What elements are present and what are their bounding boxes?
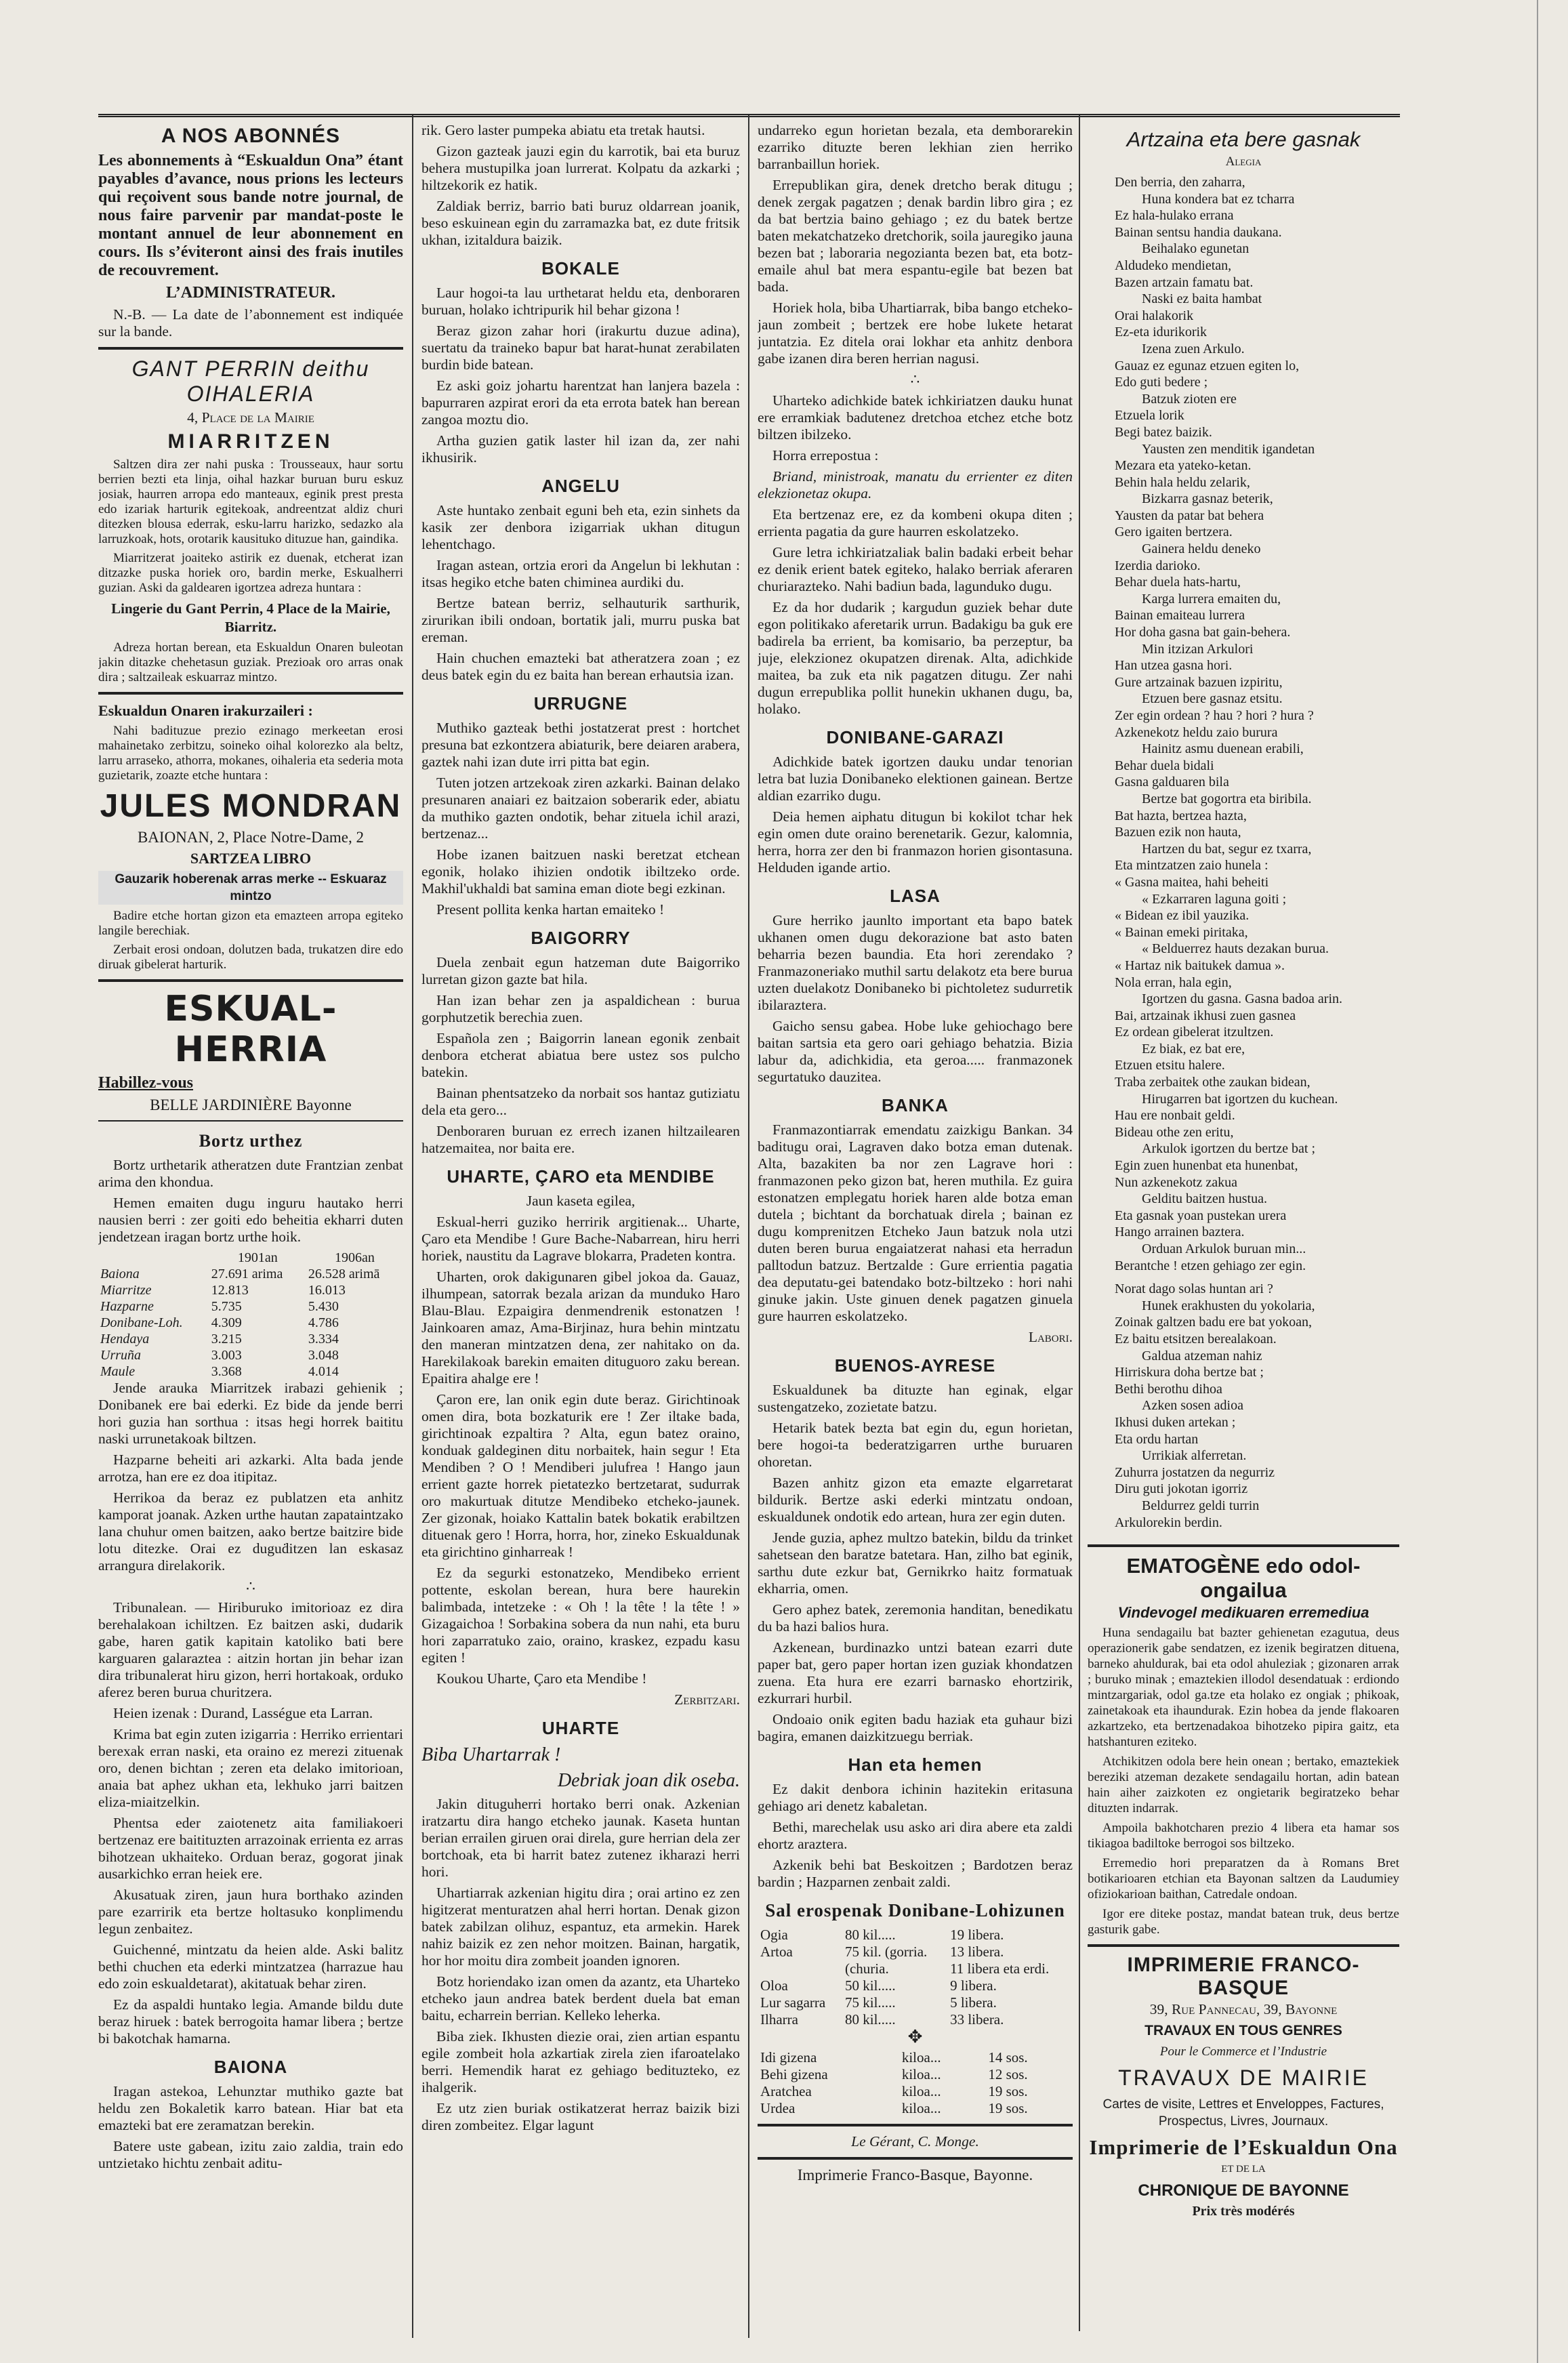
poem-line: Hango arrainen baztera.: [1115, 1225, 1245, 1240]
poem-line: Gainera heldu deneko: [1142, 541, 1261, 557]
poem-line: Begi batez baizik.: [1115, 424, 1212, 440]
uharte-caro-sub: Jaun kaseta egilea,: [526, 1193, 636, 1209]
trib-text-2: Heien izenak : Durand, Lasségue eta Larran.: [113, 1705, 373, 1721]
gant-perrin-title: GANT PERRIN deithu OIHALERIA: [131, 356, 370, 406]
ematogene-subtitle: Vindevogel medikuaren erremediua: [1117, 1604, 1369, 1622]
header-1901: 1901an: [237, 1250, 278, 1265]
divider: [758, 2157, 1073, 2160]
angelu-text-1: Aste huntako zenbait eguni beh eta, ezin sinhets da kasik zer denbora izigarriak ukhan ditugun lehentchago.: [421, 502, 740, 552]
poem-line: Bertze bat gogortra eta biribila.: [1142, 791, 1312, 806]
table-row: Aratchea kiloa... 19 sos.: [760, 2083, 1028, 2099]
poem-line: Naski ez baita hambat: [1142, 291, 1262, 307]
urrugne-text-3: Hobe izanen baitzuen naski beretzat etchean egonik, holako ihizien ondotik ibiltzeko orde. Makhil'ukhaldi bat samina eman diote begi ezkinan.: [421, 846, 740, 897]
buenos-text-5: Gero aphez batek, zeremonia handitan, benedikatu du ba hazi balios hura.: [758, 1601, 1073, 1635]
uharte-biba: Biba Uhartarrak !: [421, 1744, 561, 1765]
uharte-caro-text-2: Uharten, orok dakigunaren gibel jokoa da. Gauaz, ilhumpean, satorrak bezala arizan da munduko Haro Blau-Blau. Ezpaigira denmendrenik estonatzen ! Jainkoaren amaz, Ama-Birjinaz, hura behin mintzatu den maneran mintzatzen dena, zer nahitako on da. Harekilakoak barekin emaiten dituguoro zaku berean. Epaitira ahalge ere !: [421, 1269, 740, 1386]
buenos-text-1: Eskualdunek ba dituzte han eginak, elgar sustengatzeko, zozietate batzu.: [758, 1382, 1073, 1415]
table-row: Baiona 27.691 arima 26.528 arimā: [100, 1267, 380, 1281]
section-dots: ∴: [246, 1578, 255, 1595]
buenos-text-7: Ondoaio onik egiten badu haziak eta guhaur bizi bagira, emanen daizkitzuegu berriak.: [758, 1711, 1073, 1744]
bokale-text-2: Beraz gizon zahar hori (irakurtu duzue adina), suertatu da traineko bapur bat harat-hunat zerabilaten burdin bide batean.: [421, 323, 740, 373]
bortz-text-1: Bortz urthetarik atheratzen dute Frantzian zenbat arima den khondua.: [98, 1157, 403, 1190]
poem-line: « Gasna maitea, hahi beheiti: [1115, 874, 1269, 890]
poem-line: Hainitz asmu duenean erabili,: [1142, 741, 1304, 757]
table-row: Artoa 75 kil. (gorria. 13 libera.: [760, 1944, 1004, 1960]
poem-line: Orai halakorik: [1115, 308, 1194, 323]
nb-note: N.-B. — La date de l’abonnement est indiquée sur la bande.: [98, 306, 403, 340]
uharte-debriak: Debriak joan dik oseba.: [557, 1770, 740, 1791]
trib-text-7: Ez da aspaldi huntako legia. Amande bildu dute beraz hiruek : batek berrogoita hamar libera ; bertze bi bakotchak hamarna.: [98, 1996, 403, 2047]
alegia-label: Alegia: [1225, 155, 1262, 169]
poem-stanza-2: [1088, 1281, 1399, 1531]
column-3: [758, 122, 1073, 2338]
poem-line: « Ezkarraren laguna goiti ;: [1142, 891, 1287, 907]
poem-line: Azken sosen adioa: [1142, 1398, 1243, 1414]
cross-ornament-icon: ✥: [907, 2027, 923, 2047]
poem-line: Edo guti bedere ;: [1115, 375, 1208, 390]
poem-line: Beldurrez geldi turrin: [1142, 1498, 1260, 1513]
abonnes-title: A NOS ABONNÉS: [161, 125, 341, 147]
poem-line: Hirriskura doha bertze bat ;: [1115, 1365, 1264, 1380]
bortz-text-5: Herrikoa da beraz ez publatzen eta anhitz kamporat joanak. Azken urthe hautan zapataintzako lana chuhur omen baitzen, aako bertze baitzire bide lotu ditezke. Orai ez duguḋitzen lan eskasaz arrangura direlakorik.: [98, 1489, 403, 1574]
uharte-title: UHARTE: [541, 1718, 620, 1738]
hemen-text-1: Ez dakit denbora ichinin hazitekin eritasuna gehiago ari denetz kabaletan.: [758, 1781, 1073, 1814]
gant-text-2: Miarritzerat joaiteko astirik ez duenak, etcherat izan ditzazke puska horiek oro, bardin merke, Eskualherri guzian. Aski da galdearen igortzea adreza huntara :: [98, 551, 403, 595]
poem-line: Eta mintzatzen zaio hunela :: [1115, 858, 1268, 874]
divider: [1088, 1544, 1399, 1547]
poem-line: Diru guti jokotan igorriz: [1115, 1481, 1248, 1497]
ematogene-text-4: Erremedio hori preparatzen da à Romans Bret botikarioaren etchian eta Bayonan saltzen da Laudumiey ofiziokarioan baithan, Catredale ondoan.: [1088, 1856, 1399, 1902]
poem-line: Eta gasnak yoan pustekan urera: [1115, 1208, 1287, 1223]
bortz-text-3: Jende arauka Miarritzek irabazi gehienik ; Donibanek ere bai ederki. Ez bide da jende berri hori guzia han sorthua : itsas hegi horrek baititu naski urrunetakoak biltzen.: [98, 1380, 403, 1447]
table-row: Lur sagarra 75 kil..... 5 libera.: [760, 1994, 997, 2011]
poem-line: Traba zerbaitek othe zaukan bidean,: [1115, 1075, 1311, 1090]
poem-line: Behin hala heldu zelarik,: [1115, 474, 1250, 490]
poem-line: Ez ordean gibelerat itzultzen.: [1115, 1025, 1274, 1040]
header-1906: 1906an: [335, 1250, 375, 1265]
buenos-text-3: Bazen anhitz gizon eta emazte elgarretarat bildurik. Bertze aski ederki mintzatu ondoan, eskualdunek ondotik edo artean, hura zer egin duten.: [758, 1475, 1073, 1525]
table-row: Behi gizena kiloa... 12 sos.: [760, 2066, 1028, 2082]
poem-line: Ez baitu etsitzen berealakoan.: [1115, 1331, 1277, 1347]
poem-line: Bazen artzain famatu bat.: [1115, 274, 1254, 290]
poem-line: Hor doha gasna bat gain-behera.: [1115, 625, 1291, 640]
poem-line: Galdua atzeman nahiz: [1142, 1348, 1262, 1363]
table-row: Urruña 3.003 3.048: [100, 1348, 339, 1363]
gant-text-3: Adreza hortan berean, eta Eskualdun Onaren buleotan jakin ditazke chehetasun guziak. Prezioak oro arras onak dira ; saltzaileak eskuarraz mintzo.: [98, 640, 403, 684]
baiona-text: Iragan astekoa, Lehunztar muthiko gazte bat heldu zen Bokaletik karro batean. Hiar bat eta emazteki bat ere zeramatzan berekin.: [98, 2083, 403, 2133]
poem-line: « Belduerrez hauts dezakan burua.: [1142, 941, 1329, 957]
poem-line: Ez hala-hulako errana: [1115, 208, 1234, 224]
poem-line: Izerdia darioko.: [1115, 558, 1201, 573]
poem-line: Igortzen du gasna. Gasna badoa arin.: [1142, 991, 1342, 1007]
page-edge: [1537, 0, 1538, 2363]
bokale-title: BOKALE: [541, 258, 620, 279]
mondran-text: Nahi badituzue prezio ezinago merkeetan erosi mahainetako zerbitzu, soineko oihal kolorezko ala beltz, larru arraseko, athorra, mokanes, oihaleria eta sederia mota guzietarik, zoazte etche huntara :: [98, 724, 403, 783]
col3-top-text-4: Uharteko adichkide batek ichkiriatzen dauku hunat ere erramkiak badutenez dretchoa etchez etche botz biltzen ibilzeko.: [758, 392, 1073, 443]
uharte-caro-text-1: Eskual-herri guziko herririk argitienak... Uharte, Çaro eta Mendibe ! Gure Bache-Nabarrean, hiru herri horiek, naustitu da Lagrave blokarra, Pradeten kontra.: [421, 1214, 740, 1264]
hemen-title: Han eta hemen: [848, 1754, 983, 1775]
col3-top-text-6: Briand, ministroak, manatu du errienter ez diten elekzionetaz okupa.: [758, 468, 1073, 501]
angelu-title: ANGELU: [541, 476, 620, 496]
poem-line: Hartzen du bat, segur ez txarra,: [1142, 841, 1312, 857]
uharte-text-2: Uhartiarrak azkenian higitu dira ; orai artino ez zen higitzerat menturatzen ahal herri hortan. Denak gizon batek zabilzan olihuz, espantuz, eta armekin. Harek nahiz baizik ez zen nehor moitzen. Bainan, hargatik, hor hor moitu dira zombeit joanden ignoren.: [421, 1885, 740, 1969]
ematogene-text-1: Huna sendagailu bat bazter gehienetan ezagutua, deus operazionerik gabe sendatzen, ez izenik begiratzen dituena, barneko ahuldurak, bai eta odol ahuleziak ; gizonaren arrak ; buruko minak ; emaztekien illodol desendatuak : erdiondo mintzargariak, odol ga.tze eta holako ez ongiak ; phikoak, zainetakoak eta ihaundurak. Ezin hobea da jende flakoaren azkartzeko, eta bertzenadakoa bihotzeko pipira gaitz, eta hatshanturen eziteko.: [1088, 1626, 1399, 1750]
poem-line: Karga lurrera emaiten du,: [1142, 591, 1281, 607]
col3-top-text-9: Ez da hor dudarik ; kargudun guziek behar dute egon politikako aferetarik urrun. Badakigu ba guk ere badirela ba errient, ba komisario, ba perzeptur, ba juje, elekzionez okupatzen direnak. Alta, adichkide maitea, ba zuk eta nik pagatzen ditugu. Zer nahi dugun errepublika pollit hunekin ukhanen dugu, ba, holako.: [758, 599, 1073, 717]
divider: [758, 2124, 1073, 2126]
poem-line: « Bainan emeki piritaka,: [1115, 924, 1248, 940]
poem-line: Orduan Arkulok buruan min...: [1142, 1241, 1306, 1256]
poem-line: Bizkarra gasnaz beterik,: [1142, 491, 1273, 507]
baigorry-text-2: Han izan behar zen ja aspaldichean : burua gorphutzetik berechia zuen.: [421, 992, 740, 1025]
poem-line: Nun azkenekotz zakua: [1115, 1174, 1238, 1190]
price-table-2: [758, 2049, 1073, 2117]
col3-top-text-3: Horiek hola, biba Uhartiarrak, biba bango etcheko-jaun zombeit ; bertzek ere hobe lukete hetarat juntatzia. Ez ditela orai lokhar eta anhitz denbora gabe izanen dira beren herrian nagusi.: [758, 300, 1073, 367]
bortz-text-4: Hazparne beheiti ari azkarki. Alta bada jende arrotza, han ere ez doa itipitaz.: [98, 1452, 403, 1485]
table-header: [98, 1250, 403, 1266]
ematogene-title: EMATOGÈNE edo odol-ongailua: [1126, 1554, 1361, 1603]
poem-line: Bat hazta, bertzea hazta,: [1115, 808, 1247, 823]
ematogene-text-5: Igor ere diteke postaz, mandat batean truk, deus bertze gasturik gabe.: [1088, 1907, 1399, 1937]
mondran-name: JULES MONDRAN: [100, 788, 402, 824]
baigorry-text-5: Denboraren buruan ez errech izanen hiltzailearen hatzemaitea, nor baita ere.: [421, 1123, 740, 1156]
trib-text-5: Akusatuak ziren, jaun hura borthako azinden pare ezarririk eta bertze holtasuko konplimendu legun zenbaitez.: [98, 1887, 403, 1937]
price-table-1: [758, 1927, 1073, 2028]
divider: [98, 979, 403, 982]
poem-line: Bethi berothu dihoa: [1115, 1381, 1222, 1397]
poem-line: Gauaz ez egunaz etzuen egiten lo,: [1115, 358, 1300, 373]
poem-line: Zuhurra jostatzen da negurriz: [1115, 1464, 1275, 1480]
donibane-title: DONIBANE-GARAZI: [826, 727, 1004, 747]
ematogene-text-2: Atchikitzen odola bere hein onean ; bertako, emaztekiek bereziki atzeman dezakete sendagailu hortan, adin batean hain aiher zaizkoten ez ongietarik begiratzeko behar dituzten indarrak.: [1088, 1754, 1399, 1816]
poem-line: Nola erran, hala egin,: [1115, 974, 1232, 990]
gant-address: 4, Place de la Mairie: [187, 409, 314, 426]
artzaina-title: Artzaina eta bere gasnak: [1126, 127, 1361, 151]
col2-top-text-2: Gizon gazteak jauzi egin du karrotik, bai eta buruz behera mustupilka joan lurrerat. Kolpatu da azkarki ; hiltzekorik ez hatik.: [421, 143, 740, 193]
uharte-text-5: Ez utz zien buriak ostikatzerat herraz baizik bizi diren zombeitez. Elgar lagunt: [421, 2100, 740, 2133]
trib-text-1: Tribunalean. — Hiriburuko imitorioaz ez dira berehalakoan ichiltzen. Ez baitzen aski, dudarik gabe, haren gatik kapitain katoliko bati bere karguaren galaraztea : aitzin hortan jin behar izan dira tribunalerat hiru gizon, herri hortakoak, orduko aferez beren burua churitzera.: [98, 1599, 403, 1700]
table-row: Miarritze 12.813 16.013: [100, 1283, 346, 1298]
table-row: Ilharra 80 kil..... 33 libera.: [760, 2011, 1004, 2028]
poem-line: Bideau othe zen eritu,: [1115, 1124, 1234, 1140]
mondran-text-3: Zerbait erosi ondoan, dolutzen bada, trukatzen dire edo diruak gibelerat harturik.: [98, 943, 403, 972]
uharte-caro-text-5: Koukou Uharte, Çaro eta Mendibe !: [436, 1670, 647, 1687]
hemen-text-3: Azkenik behi bat Beskoitzen ; Bardotzen beraz bardin ; Hazparnen zenbait zaldi.: [758, 1857, 1073, 1890]
imprimerie-eskual: Imprimerie de l’Eskualdun Ona: [1089, 2135, 1398, 2160]
uharte-text-1: Jakin dituguherri hortako berri onak. Azkenian iratzartu dira hango etcheko jaunak. Kaseta huntan berian errailen giruen orai direla, gure herrian dela zer bortchoak, eta bi harrit batez zutenez ikharazi herri hori.: [421, 1796, 740, 1880]
poem-line: Etzuen etsitu halere.: [1115, 1058, 1225, 1073]
baigorry-title: BAIGORRY: [531, 928, 631, 948]
column-separator-1: [412, 115, 413, 2338]
uharte-text-3: Botz horiendako izan omen da azantz, eta Uharteko etcheko jaun andrea batek berdent duela bat eman baitu, echarrein berrian. Kelleko leherka.: [421, 1973, 740, 2023]
table-row: Donibane-Loh. 4.309 4.786: [100, 1315, 339, 1330]
belle-jardiniere: BELLE JARDINIÈRE Bayonne: [150, 1096, 352, 1113]
mondran-gauzarik: Gauzarik hoberenak arras merke -- Eskuaraz mintzo: [98, 871, 403, 905]
mondran-sartzea: SARTZEA LIBRO: [190, 850, 312, 867]
poem-line: Egin zuen hunenbat eta hunenbat,: [1115, 1158, 1298, 1174]
poem-line: Hau ere nonbait geldi.: [1115, 1108, 1235, 1124]
poem-line: Arkulok igortzen du bertze bat ;: [1142, 1141, 1316, 1157]
bokale-text-3: Ez aski goiz johartu harentzat han lanjera bazela : bapurraren azpirat erori da eta errota batek han berean zangoa moztu dio.: [421, 377, 740, 428]
table-row: Idi gizena kiloa... 14 sos.: [760, 2049, 1028, 2066]
divider: [98, 692, 403, 695]
poem-line: Gelditu baitzen hustua.: [1142, 1191, 1267, 1207]
gant-text: Saltzen dira zer nahi puska : Trousseaux, haur sortu berrien bezti eta linja, oihal hazkar buruan buru eskuz josiak, haurren arropa edo manteaux, eginik prest presta edo izariak harturik egitekoak, andreentzat aldiz churi ditezken blousa ederrak, esku-larru harizko, sedazko ala larruzkoak, hots, orotarik kausituko dituzue han, gaindika.: [98, 457, 403, 546]
poem-line: Hunek erakhusten du yokolaria,: [1142, 1298, 1315, 1313]
table-row: Urdea kiloa... 19 sos.: [760, 2100, 1028, 2116]
population-table: [98, 1250, 403, 1380]
habillez-vous: Habillez-vous: [98, 1074, 194, 1092]
mondran-address: BAIONAN, 2, Place Notre-Dame, 2: [137, 829, 365, 846]
poem-line: Yausten zen menditik igandetan: [1142, 441, 1315, 457]
poem-line: Min itzizan Arkulori: [1142, 641, 1254, 657]
header-town: [98, 1250, 209, 1266]
gant-city: MIARRITZEN: [167, 430, 334, 453]
urrugne-title: URRUGNE: [533, 693, 628, 714]
bortz-title: Bortz urthez: [199, 1131, 303, 1151]
poem-line: Ikhusi duken artekan ;: [1115, 1414, 1236, 1430]
poem-line: Behar duela bidali: [1115, 758, 1214, 773]
baigorry-text-4: Bainan phentsatzeko da norbait sos hantaz gutiziatu dela eta gero...: [421, 1085, 740, 1118]
poem-line: Norat dago solas huntan ari ?: [1115, 1281, 1273, 1297]
col2-top-text-3: Zaldiak berriz, barrio bati buruz oldarrean joanik, beso eskuinean egin du zarramazka bat, ez dute fritsik ukhan, izitaldura baizik.: [421, 198, 740, 248]
angelu-text-3: Bertze batean berriz, selhauturik sarthurik, zirurikan ibili ondoan, bortatik jali, murru puska bat ereman.: [421, 595, 740, 645]
poem-line: Zer egin ordean ? hau ? hori ? hura ?: [1115, 708, 1314, 723]
col3-top-text-1: undarreko egun horietan bezala, eta demborarekin ezarriko dituzte beren lekhian zien herriko barranbaillun horiek.: [758, 122, 1073, 172]
banka-text-1: Franmazontiarrak emendatu zaizkigu Bankan. 34 baditugu orai, Lagraven dako botza eman dutenak. Alta, bazakiten ba nor zen Lagrave hori : franmazonen peko gizon bat, heren muthila. Ez guira estonatzen emplegatu horiek haren alde botza eman dutela ; bichtant da borchatuak direla ; bainan ez dugu komprenitzen Etcheko Jaun batzuk nola utzi duten beren burua engaiatzerat nahasi eta herradun palltodun batzuz. Bertzalde : Gure errientia pagatia dea deputatu-gei batendako botz-biltzeko : hori nahi ginuke jakin. Uste ginuen denek pagatzen ginuela gure haurren eskolatzeko.: [758, 1122, 1073, 1324]
poem-line: Beihalako egunetan: [1142, 241, 1250, 257]
zerbitzari-signature: Zerbitzari.: [674, 1691, 740, 1708]
poem-stanza-1: [1088, 174, 1399, 1274]
col2-top-text: rik. Gero laster pumpeka abiatu eta tretak hautsi.: [421, 122, 705, 138]
urrugne-text-1: Muthiko gazteak bethi jostatzerat prest : hortchet presuna bat ezkontzera abiaturik, bere deiaren arabera, gaztek nahi izan dute irri pitta bat egin.: [421, 720, 740, 770]
hemen-text-2: Bethi, marechelak usu asko ari dira abere eta zaldi ehortz araztera.: [758, 1819, 1073, 1852]
poem-line: Huna kondera bat ez tcharra: [1142, 191, 1295, 207]
urrugne-text-2: Tuten jotzen artzekoak ziren azkarki. Bainan delako presunaren anaiari ez baitzaion soberarik eder, abiatu da muthiko gazten ondotik, behar zituela ichil arazi, bertzenaz...: [421, 775, 740, 842]
lasa-title: LASA: [890, 886, 941, 906]
mondran-text-2: Badire etche hortan gizon eta emazteen arropa egiteko langile berechiak.: [98, 909, 403, 938]
bokale-text-1: Laur hogoi-ta lau urthetarat heldu eta, denboraren buruan, holako ichtripurik hil behar gizona !: [421, 285, 740, 318]
poem-line: Han utzea gasna hori.: [1115, 658, 1233, 674]
poem-line: Yausten da patar bat behera: [1115, 508, 1264, 523]
imprimerie-chronique: CHRONIQUE DE BAYONNE: [1138, 2181, 1349, 2200]
uharte-caro-text-3: Çaron ere, lan onik egin dute beraz. Girichtinoak omen dira, bota bozkaturik ere ! Zer iltake bada, girichtinoak ezpaltira ? Alta, egun batez oraino, konduak galdeginen ditu norbaitek, hain segur ! Eta Mendiben ? O ! Mendiberi julufrea ! Hango jaun errient gazte horrek pietatezko bertzetarat, sudurrak oro makurtuak ditutze Mendibeko etcheko-jaunek. Zer gizonak, hoiako Kattalin batek bokatik erabiltzen dituenak gero ! Horra, horra, hor, zineko Eskualdunak eta girichtino ginharreak !: [421, 1391, 740, 1560]
baiona-text-2: Batere uste gabean, izitu zaio zaldia, train edo untzietako hichtu zenbait aditu-: [98, 2138, 403, 2171]
baigorry-text-1: Duela zenbait egun hatzeman dute Baigorriko lurretan gizon gazte bat hila.: [421, 954, 740, 987]
col3-top-text-7: Eta bertzenaz ere, ez da kombeni okupa diten ; errienta pagatia da gure haurren eskolatzeko.: [758, 506, 1073, 539]
poem-line: Ez-eta idurikorik: [1115, 325, 1208, 340]
angelu-text-4: Hain chuchen emazteki bat atheratzera zoan ; ez deus batek egin du ez baita han berean erhautsia izan.: [421, 650, 740, 683]
imprimerie-title: IMPRIMERIE FRANCO-BASQUE: [1127, 1954, 1360, 2000]
poem-line: Batzuk zioten ere: [1142, 391, 1237, 407]
col3-top-text-2: Errepublikan gira, denek dretcho berak ditugu ; denek zergak pagatzen ; denak bardin libro gira ; ez da bat bertzia baino gehiago ; ez du batek bertze baten mekatchatzeko dretchorik, soila jauregiko jauna bezen bat ; laboraria negozianta bezen bat, eta botz-emaile ahul bat mera espantu-egile bat bezen bat bada.: [758, 177, 1073, 295]
table-row: Oloa 50 kil..... 9 libera.: [760, 1977, 997, 1994]
buenos-text-2: Hetarik batek bezta bat egin du, egun horietan, bere hogoi-ta bederatzigarren urthe buruaren ohoretan.: [758, 1420, 1073, 1470]
col3-top-text-5: Horra errepostua :: [772, 447, 879, 464]
poem-line: Bai, artzainak ikhusi zuen gasnea: [1115, 1008, 1296, 1023]
buenos-title: BUENOS-AYRESE: [834, 1355, 996, 1376]
baiona-title: BAIONA: [213, 2057, 288, 2077]
column-1: [98, 122, 403, 2338]
bortz-text-2: Hemen emaiten dugu inguru hautako herri nausien berri : zer goiti edo beheitia ekharri duten jendetzean iragan bortz urthe hoik.: [98, 1195, 403, 1245]
poem-line: Gure artzainak bazuen izpiritu,: [1115, 674, 1283, 690]
buenos-text-6: Azkenean, burdinazko untzi batean ezarri dute paper bat, gero paper hortan izen guziak khondatzen zuena. Eta hura ere ezarri barnasko ehortzirik, ezkurrari hurbil.: [758, 1639, 1073, 1706]
donibane-text-2: Deia hemen aiphatu ditugun bi kokilot tchar hek egin omen dute oraino berenetarik. Gezur, kalomnia, herra, horra zer den bi franmazon horien gisontasuna. Helduden igande artio.: [758, 808, 1073, 876]
imprimerie-travaux: TRAVAUX EN TOUS GENRES: [1144, 2023, 1342, 2039]
poem-line: Hirugarren bat igortzen du kuchean.: [1142, 1091, 1338, 1107]
lasa-text-1: Gure herriko jaunlto important eta bapo batek ukhanen omen dugu dekorazione bat asto baten beharria bezen baundia. Eta hori zerendako ? Franmazoneriako muthil sartu delakotz eta bere burua uzten duelakotz Donibaneko bi pichtoletez sudurretik ibilaraztera.: [758, 912, 1073, 1013]
banka-title: BANKA: [882, 1095, 949, 1115]
poem-line: Gero igaiten bertzera.: [1115, 525, 1233, 540]
urrugne-text-4: Present pollita kenka hartan emaiteko !: [436, 901, 665, 918]
gerant: Le Gérant, C. Monge.: [851, 2133, 979, 2150]
abonnes-text: Les abonnements à “Eskualdun Ona” étant payables d’avance, nous prions les lecteurs qui reçoivent sous bande notre journal, de nous faire parvenir par mandat-poste le montant annuel de leur abonnement en cours. Ils s’éviteront ainsi des frais inutiles de recouvrement.: [98, 152, 403, 279]
section-dots: ∴: [910, 371, 920, 388]
poem-line: Urrikiak alferretan.: [1142, 1448, 1247, 1464]
poem-line: Ez biak, ez bat ere,: [1142, 1041, 1245, 1056]
imprimerie-footer: Imprimerie Franco-Basque, Bayonne.: [797, 2166, 1033, 2183]
poem-line: Azkenekotz heldu zaio burura: [1115, 724, 1278, 740]
uharte-text-4: Biba ziek. Ikhusten diezie orai, zien artian espantu egile zombeit hola azkartiak zirela zien ifaroatelako berri. Hemendik harat ez gehiago bedituzteko, ez ihalgerik.: [421, 2028, 740, 2095]
poem-line: « Hartaz nik baitukek damua ».: [1115, 958, 1285, 973]
buenos-text-4: Jende guzia, aphez multzo batekin, bildu da trinket sahetsean den baratze batetara. Han, zilho bat eginik, sarthu dute ezkur bat, Gernikrko haitz formatuak ekharria, omen.: [758, 1529, 1073, 1597]
poem-line: Mezara eta yateko-ketan.: [1115, 458, 1252, 474]
poem-line: Etzuela lorik: [1115, 408, 1184, 424]
poem-line: Berantche ! etzen gehiago zer egin.: [1115, 1258, 1306, 1273]
poem-line: Gasna galduaren bila: [1115, 775, 1229, 790]
trib-text-6: Guichenné, mintzatu da heien alde. Aski balitz bethi chuchen eta ederki mintzatzea (harrazue hau edo zoin eskualdetarat), akitatuak behar ziren.: [98, 1941, 403, 1992]
poem-line: Bazuen ezik non hauta,: [1115, 825, 1241, 840]
poem-line: Zoinak galtzen badu ere bat yokoan,: [1115, 1315, 1312, 1330]
donibane-text-1: Adichkide batek igortzen dauku undar tenorian letra bat luzia Donibaneko elektionen gainean. Bertze aldian ezarriko dugu.: [758, 754, 1073, 804]
poem-line: Den berria, den zaharra,: [1115, 175, 1245, 190]
imprimerie-cartes: Cartes de visite, Lettres et Enveloppes, Factures, Prospectus, Livres, Journaux.: [1102, 2097, 1384, 2129]
column-2: [421, 122, 740, 2338]
imprimerie-address: 39, Rue Pannecau, 39, Bayonne: [1149, 2001, 1338, 2018]
table-row: Ogia 80 kil..... 19 libera.: [760, 1927, 1004, 1943]
imprimerie-etde: ET DE LA: [1221, 2164, 1266, 2175]
poem-line: Eta ordu hartan: [1115, 1431, 1199, 1447]
uharte-caro-title: UHARTE, ÇARO eta MENDIBE: [447, 1166, 715, 1187]
divider: [98, 1120, 403, 1122]
lasa-text-2: Gaicho sensu gabea. Hobe luke gehiochago bere baitan sartsia eta gero oari gehiago behatzia. Bizia labur da, adichkidia, eta geroa..... franmazonek segurtatuko dauzitea.: [758, 1018, 1073, 1085]
baigorry-text-3: Española zen ; Baigorrin lanean egonik zenbait denbora etcherat abiatua bere ustez sos pulcho batekin.: [421, 1030, 740, 1080]
poem-line: Behar duela hats-hartu,: [1115, 575, 1241, 590]
poem-line: Bainan emaiteau lurrera: [1115, 608, 1245, 623]
bokale-text-4: Artha guzien gatik laster hil izan da, zer nahi ikhusirik.: [421, 432, 740, 466]
travaux-mairie: TRAVAUX DE MAIRIE: [1118, 2066, 1369, 2091]
table-row: Maule 3.368 4.014: [100, 1364, 339, 1379]
poem-line: Arkulorekin berdin.: [1115, 1515, 1222, 1530]
divider: [1088, 1944, 1399, 1947]
poem-line: Aldudeko mendietan,: [1115, 258, 1232, 273]
column-separator-2: [748, 115, 749, 2338]
poem-line: « Bidean ez ibil yauzika.: [1115, 908, 1250, 924]
imprimerie-pour: Pour le Commerce et l’Industrie: [1159, 2044, 1327, 2059]
gant-lingerie: Lingerie du Gant Perrin, 4 Place de la Mairie, Biarritz.: [111, 600, 390, 635]
column-separator-3: [1079, 115, 1080, 2331]
imprimerie-prix: Prix très modérés: [1192, 2204, 1295, 2219]
poem-line: Etzuen bere gasnaz etsitu.: [1142, 691, 1283, 707]
uharte-caro-text-4: Ez da segurki estonatzeko, Mendibeko errient pottente, eskolan berean, hura bere haurekin balimbada, intetzeke : « Oh ! la tête ! la tête ! » Gizagaichoa ! Sorbakina sobera da nun nahi, eta buru hori zaparratuko zaio, oraino, kraskez, ezpadu kasu egiten !: [421, 1565, 740, 1666]
table-row: Hazparne 5.735 5.430: [100, 1299, 339, 1314]
sal-title: Sal erospenak Donibane-Lohizunen: [765, 1900, 1065, 1920]
divider: [98, 347, 403, 350]
poem-line: Izena zuen Arkulo.: [1142, 341, 1245, 356]
table-row: Hendaya 3.215 3.334: [100, 1332, 339, 1347]
table-row: (churia. 11 libera eta erdi.: [844, 1960, 1050, 1977]
ematogene-text-3: Ampoila bakhotcharen prezio 4 libera eta hamar sos tikiagoa badiltoke berrogoi sos biltzeko.: [1088, 1821, 1399, 1851]
labori-signature: Labori.: [1028, 1329, 1073, 1345]
trib-text-4: Phentsa eder zaiotenetz aita familiakoeri bertzenaz ere baitituzten arrazoinak errienta ez arras bihotzean ukhaiteko. Orduan beraz, gogorat jinak ausarkichko erran heiek ere.: [98, 1815, 403, 1882]
col3-top-text-8: Gure letra ichkiriatzaliak balin badaki erbeit behar ez denik erient batek egiteko, halako berriak aferaren churiarazteko. Nahi badiun bada, lagunduko dugu.: [758, 544, 1073, 594]
trib-text-3: Krima bat egin zuten izigarria : Herriko errientari berexak erran naski, eta oraino ez merezi zituenak oro, denen bichtan ; zeren eta delako imitorioan, anaia bat aphez ukhan eta, lekhuko jarri baitzen eliza-miaitzelkin.: [98, 1726, 403, 1810]
angelu-text-2: Iragan astean, ortzia erori da Angelun bi lekhutan : itsas hegiko etche baten chiminea aurdiki du.: [421, 557, 740, 590]
eskual-herria-title: ESKUAL-HERRIA: [164, 989, 337, 1070]
column-4: [1088, 122, 1399, 2338]
administrateur: L’ADMINISTRATEUR.: [165, 284, 336, 302]
poem-line: Bainan sentsu handia daukana.: [1115, 224, 1282, 240]
mondran-heading: Eskualdun Onaren irakurzaileri :: [98, 702, 313, 719]
